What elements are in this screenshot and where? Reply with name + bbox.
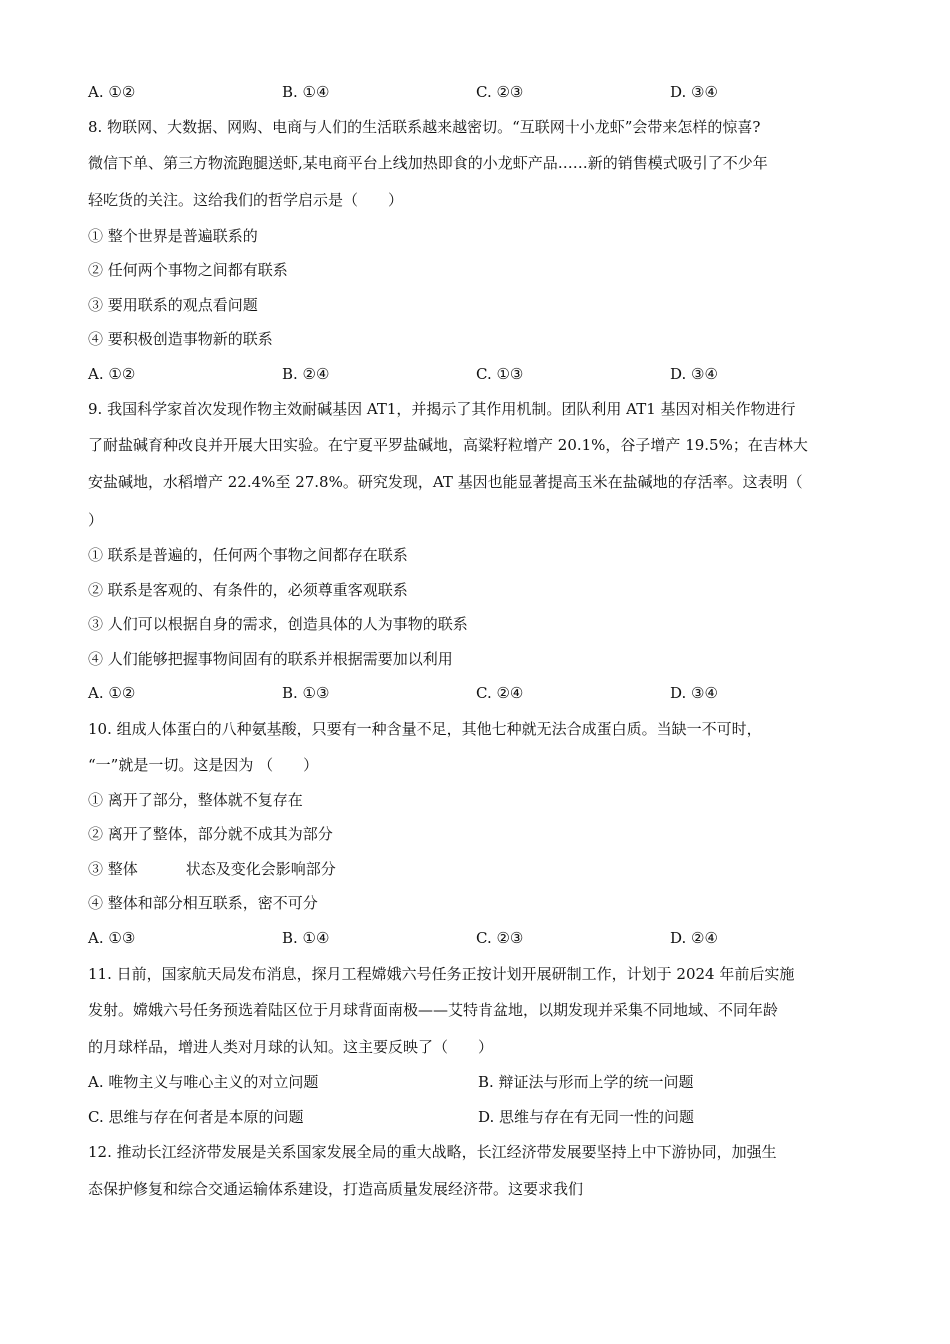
q7-option-d[interactable]: D. ③④ bbox=[670, 83, 718, 101]
q8-option-a[interactable]: A. ①② bbox=[88, 365, 136, 383]
q8-options bbox=[88, 364, 868, 384]
q11-stem-line-3: 的月球样品，增进人类对月球的认知。这主要反映了（ ） bbox=[88, 1038, 494, 1056]
q10-item-4: ④ 整体和部分相互联系，密不可分 bbox=[88, 894, 318, 912]
q11-option-a[interactable]: A. 唯物主义与唯心主义的对立问题 bbox=[88, 1073, 319, 1091]
q7-option-c[interactable]: C. ②③ bbox=[476, 83, 524, 101]
q10-options bbox=[88, 928, 868, 948]
q9-item-3: ③ 人们可以根据自身的需求，创造具体的人为事物的联系 bbox=[88, 615, 468, 633]
q8-option-c[interactable]: C. ①③ bbox=[476, 365, 524, 383]
q10-item-3-part-1: ③ 整体 bbox=[88, 860, 138, 878]
q9-option-b[interactable]: B. ①③ bbox=[282, 684, 330, 702]
q11-option-b[interactable]: B. 辩证法与形而上学的统一问题 bbox=[478, 1073, 694, 1091]
q9-option-a[interactable]: A. ①② bbox=[88, 684, 136, 702]
q10-option-a[interactable]: A. ①③ bbox=[88, 929, 136, 947]
q8-option-d[interactable]: D. ③④ bbox=[670, 365, 718, 383]
q10-item-2: ② 离开了整体，部分就不成其为部分 bbox=[88, 825, 333, 843]
q10-item-1: ① 离开了部分，整体就不复存在 bbox=[88, 791, 303, 809]
q11-option-c[interactable]: C. 思维与存在何者是本原的问题 bbox=[88, 1108, 304, 1126]
q9-option-c[interactable]: C. ②④ bbox=[476, 684, 524, 702]
q11-options-row-1 bbox=[88, 1072, 868, 1092]
q10-item-3-part-2: 状态及变化会影响部分 bbox=[185, 860, 336, 878]
q9-item-4: ④ 人们能够把握事物间固有的联系并根据需要加以利用 bbox=[88, 650, 453, 668]
q9-option-d[interactable]: D. ③④ bbox=[670, 684, 718, 702]
q8-item-1: ① 整个世界是普遍联系的 bbox=[88, 227, 258, 245]
q9-item-2: ② 联系是客观的、有条件的，必须尊重客观联系 bbox=[88, 581, 408, 599]
q9-stem-line-3: 安盐碱地，水稻增产 22.4%至 27.8%。研究发现，AT 基因也能显著提高玉米在盐碱地的存活率。这表明（ bbox=[88, 473, 803, 491]
q9-item-1: ① 联系是普遍的，任何两个事物之间都存在联系 bbox=[88, 546, 408, 564]
q12-stem-line-1: 12. 推动长江经济带发展是关系国家发展全局的重大战略，长江经济带发展要坚持上中下游协同，加强生 bbox=[88, 1143, 777, 1161]
q10-stem-line-1: 10. 组成人体蛋白的八种氨基酸，只要有一种含量不足，其他七种就无法合成蛋白质。当缺一不可时， bbox=[88, 720, 762, 738]
q8-item-2: ② 任何两个事物之间都有联系 bbox=[88, 261, 288, 279]
q10-option-b[interactable]: B. ①④ bbox=[282, 929, 330, 947]
q10-option-c[interactable]: C. ②③ bbox=[476, 929, 524, 947]
q9-stem-line-1: 9. 我国科学家首次发现作物主效耐碱基因 AT1，并揭示了其作用机制。团队利用 AT1 基因对相关作物进行 bbox=[88, 400, 796, 418]
q7-option-a[interactable]: A. ①② bbox=[88, 83, 136, 101]
q7-options bbox=[88, 82, 868, 102]
q8-stem-line-2: 微信下单、第三方物流跑腿送虾,某电商平台上线加热即食的小龙虾产品……新的销售模式吸引了不少年 bbox=[88, 154, 768, 172]
q8-item-4: ④ 要积极创造事物新的联系 bbox=[88, 330, 273, 348]
q7-option-b[interactable]: B. ①④ bbox=[282, 83, 330, 101]
q10-option-d[interactable]: D. ②④ bbox=[670, 929, 718, 947]
q11-option-d[interactable]: D. 思维与存在有无同一性的问题 bbox=[478, 1108, 695, 1126]
q8-option-b[interactable]: B. ②④ bbox=[282, 365, 330, 383]
q11-stem-line-2: 发射。嫦娥六号任务预选着陆区位于月球背面南极——艾特肯盆地，以期发现并采集不同地域、不同年龄 bbox=[88, 1001, 779, 1019]
q8-stem-line-3: 轻吃货的关注。这给我们的哲学启示是（ ） bbox=[88, 191, 404, 209]
q9-options bbox=[88, 683, 868, 703]
q10-stem-line-2: “一”就是一切。这是因为 （ ） bbox=[88, 756, 319, 774]
q11-stem-line-1: 11. 日前，国家航天局发布消息，探月工程嫦娥六号任务正按计划开展研制工作，计划于 2024 年前后实施 bbox=[88, 965, 795, 983]
q9-stem-line-2: 了耐盐碱育种改良并开展大田实验。在宁夏平罗盐碱地，高粱籽粒增产 20.1%，谷子增产 19.5%；在吉林大 bbox=[88, 436, 808, 454]
q8-item-3: ③ 要用联系的观点看问题 bbox=[88, 296, 258, 314]
q11-options-row-2 bbox=[88, 1107, 868, 1127]
q8-stem-line-1: 8. 物联网、大数据、网购、电商与人们的生活联系越来越密切。“互联网十小龙虾”会带来怎样的惊喜? bbox=[88, 118, 761, 136]
q9-stem-line-4: ） bbox=[88, 511, 104, 529]
q12-stem-line-2: 态保护修复和综合交通运输体系建设，打造高质量发展经济带。这要求我们 bbox=[88, 1180, 584, 1198]
q10-item-3 bbox=[88, 859, 336, 879]
